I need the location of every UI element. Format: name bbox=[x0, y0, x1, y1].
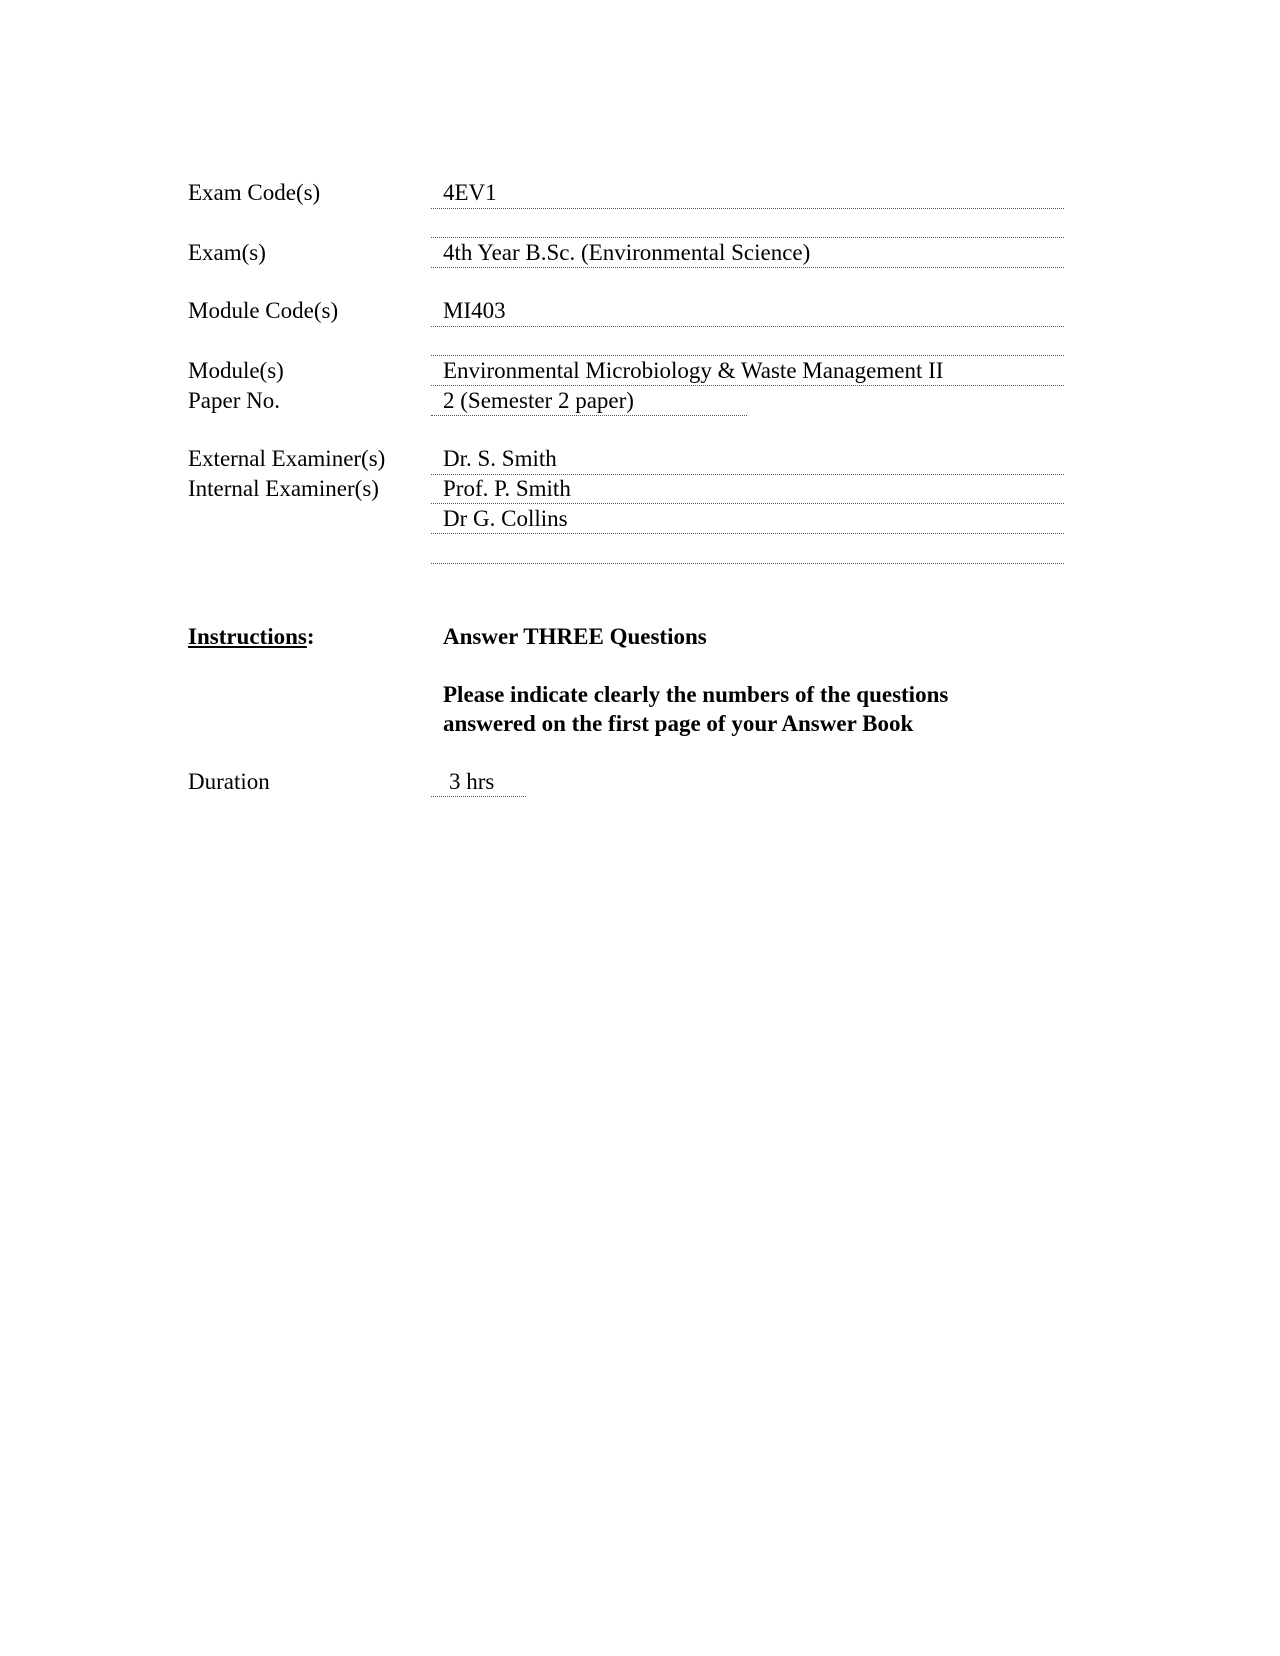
internal-examiner-value-1: Prof. P. Smith bbox=[443, 476, 571, 501]
exam-code-rule bbox=[431, 208, 1064, 209]
external-examiner-label: External Examiner(s) bbox=[188, 446, 386, 471]
instructions-label-colon: : bbox=[306, 624, 315, 649]
blank-rule bbox=[431, 237, 1064, 238]
exam-value: 4th Year B.Sc. (Environmental Science) bbox=[443, 240, 811, 265]
instructions-label bbox=[188, 623, 315, 651]
paper-no-label: Paper No. bbox=[188, 388, 280, 413]
module-code-label: Module Code(s) bbox=[188, 298, 339, 323]
internal-examiner-value-2: Dr G. Collins bbox=[443, 506, 568, 531]
paper-no-value: 2 (Semester 2 paper) bbox=[443, 388, 634, 413]
exam-label: Exam(s) bbox=[188, 240, 266, 265]
internal-examiner-rule-1 bbox=[431, 503, 1064, 504]
instructions-line-3: answered on the first page of your Answer Book bbox=[443, 711, 914, 736]
module-code-value: MI403 bbox=[443, 298, 506, 323]
exam-code-value: 4EV1 bbox=[443, 180, 497, 205]
external-examiner-value: Dr. S. Smith bbox=[443, 446, 557, 471]
module-rule bbox=[431, 385, 1064, 386]
blank-rule bbox=[431, 355, 1064, 356]
duration-label: Duration bbox=[188, 769, 270, 794]
blank-rule bbox=[431, 563, 1064, 564]
exam-rule bbox=[431, 267, 1064, 268]
instructions-label-text: Instructions bbox=[188, 624, 307, 649]
module-value: Environmental Microbiology & Waste Management II bbox=[443, 358, 944, 383]
duration-rule bbox=[431, 796, 526, 797]
internal-examiner-label: Internal Examiner(s) bbox=[188, 476, 379, 501]
duration-value: 3 hrs bbox=[449, 769, 495, 794]
module-code-rule bbox=[431, 326, 1064, 327]
paper-no-rule bbox=[431, 415, 747, 416]
exam-code-label: Exam Code(s) bbox=[188, 180, 321, 205]
instructions-line-1: Answer THREE Questions bbox=[443, 624, 707, 649]
instructions-line-2: Please indicate clearly the numbers of the questions bbox=[443, 682, 949, 707]
module-label: Module(s) bbox=[188, 358, 284, 383]
internal-examiner-rule-2 bbox=[431, 533, 1064, 534]
